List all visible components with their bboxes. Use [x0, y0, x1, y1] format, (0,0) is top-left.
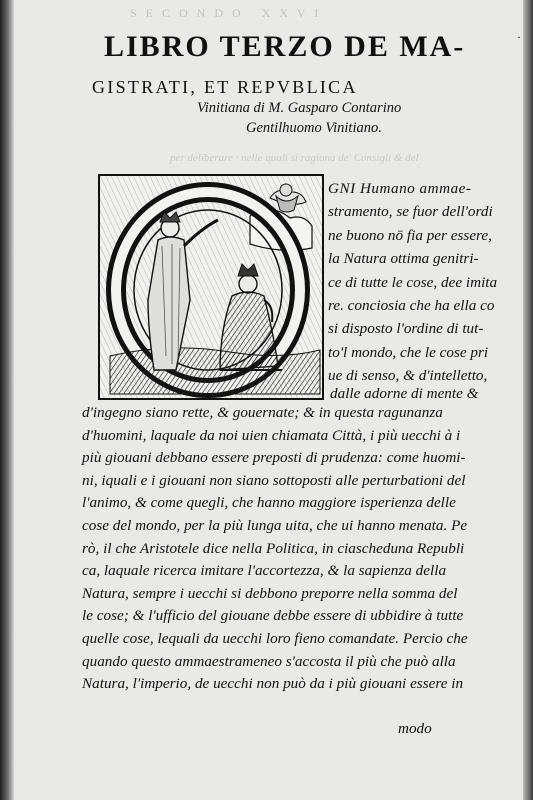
body-text-line: ue di senso, & d'intelletto,	[328, 367, 488, 385]
body-text-line: si disposto l'ordine di tut-	[328, 320, 484, 338]
title-line-3: Vinitiana di M. Gasparo Contarino	[197, 100, 402, 116]
body-text-line: Natura, sempre i uecchi si debbono preporre nella somma del	[82, 584, 458, 602]
body-text-line: d'ingegno siano rette, & gouernate; & in questa ragunanza	[82, 404, 443, 421]
body-text-line: ce di tutte le cose, dee imita	[328, 273, 498, 291]
body-text-line: ca, laquale ricerca imitare l'accortezza, & la sapienza della	[82, 562, 447, 580]
body-text-line: to'l mondo, che le cose pri	[328, 343, 489, 361]
body-text-line: dalle adorne di mente &	[330, 385, 479, 402]
body-text-line: ne buono nō fia per essere,	[328, 226, 492, 244]
title-line-2: GISTRATI, ET REPVBLICA	[92, 77, 358, 97]
body-text-line: rò, il che Aristotele dice nella Politica, in ciascheduna Republi	[82, 539, 465, 557]
woodcut-initial-o-icon	[98, 174, 324, 400]
body-text-line: stramento, se fuor dell'ordi	[328, 203, 493, 221]
title-line-4: Gentilhuomo Vinitiano.	[246, 120, 382, 136]
body-text-line: d'huomini, laquale da noi uien chiamata Città, i più uecchi à i	[82, 426, 461, 444]
body-text-line: GNI Humano ammae-	[328, 180, 472, 197]
body-text-line: cose del mondo, per la più lunga uita, che ui hanno menata. Pe	[82, 517, 468, 534]
body-text-line: modo	[398, 720, 432, 737]
bleed-through-text: per deliberare · nelle quali si ragiona de' Consigli & del	[170, 152, 419, 164]
body-text-line: ni, iquali e i giouani non siano sottoposti alle perturbationi del	[82, 471, 466, 489]
body-text-line: la Natura ottima genitri-	[328, 250, 479, 268]
body-text-line: Natura, l'imperio, de uecchi non può da i più giouani essere in	[82, 675, 464, 693]
body-text-line: quelle cose, lequali da uecchi loro fieno comandate. Percio che	[82, 630, 468, 647]
page-margin-mark: ·	[517, 30, 521, 44]
body-text-line: le cose; & l'ufficio del giouane debbe essere di ubbidire à tutte	[82, 607, 464, 625]
bleed-through-text: S E C O N D O X X V I	[130, 6, 322, 20]
body-text-line: re. conciosia che ha ella co	[328, 297, 495, 314]
body-text-line: l'animo, & come quegli, che hanno maggiore isperienza delle	[82, 494, 456, 512]
title-line-1: LIBRO TERZO DE MA-	[104, 30, 466, 63]
body-text-line: più giouani debbano essere preposti di prudenza: come huomi-	[82, 449, 466, 467]
body-text-line: quando questo ammaestrameneo s'accosta il più che può alla	[82, 652, 456, 670]
